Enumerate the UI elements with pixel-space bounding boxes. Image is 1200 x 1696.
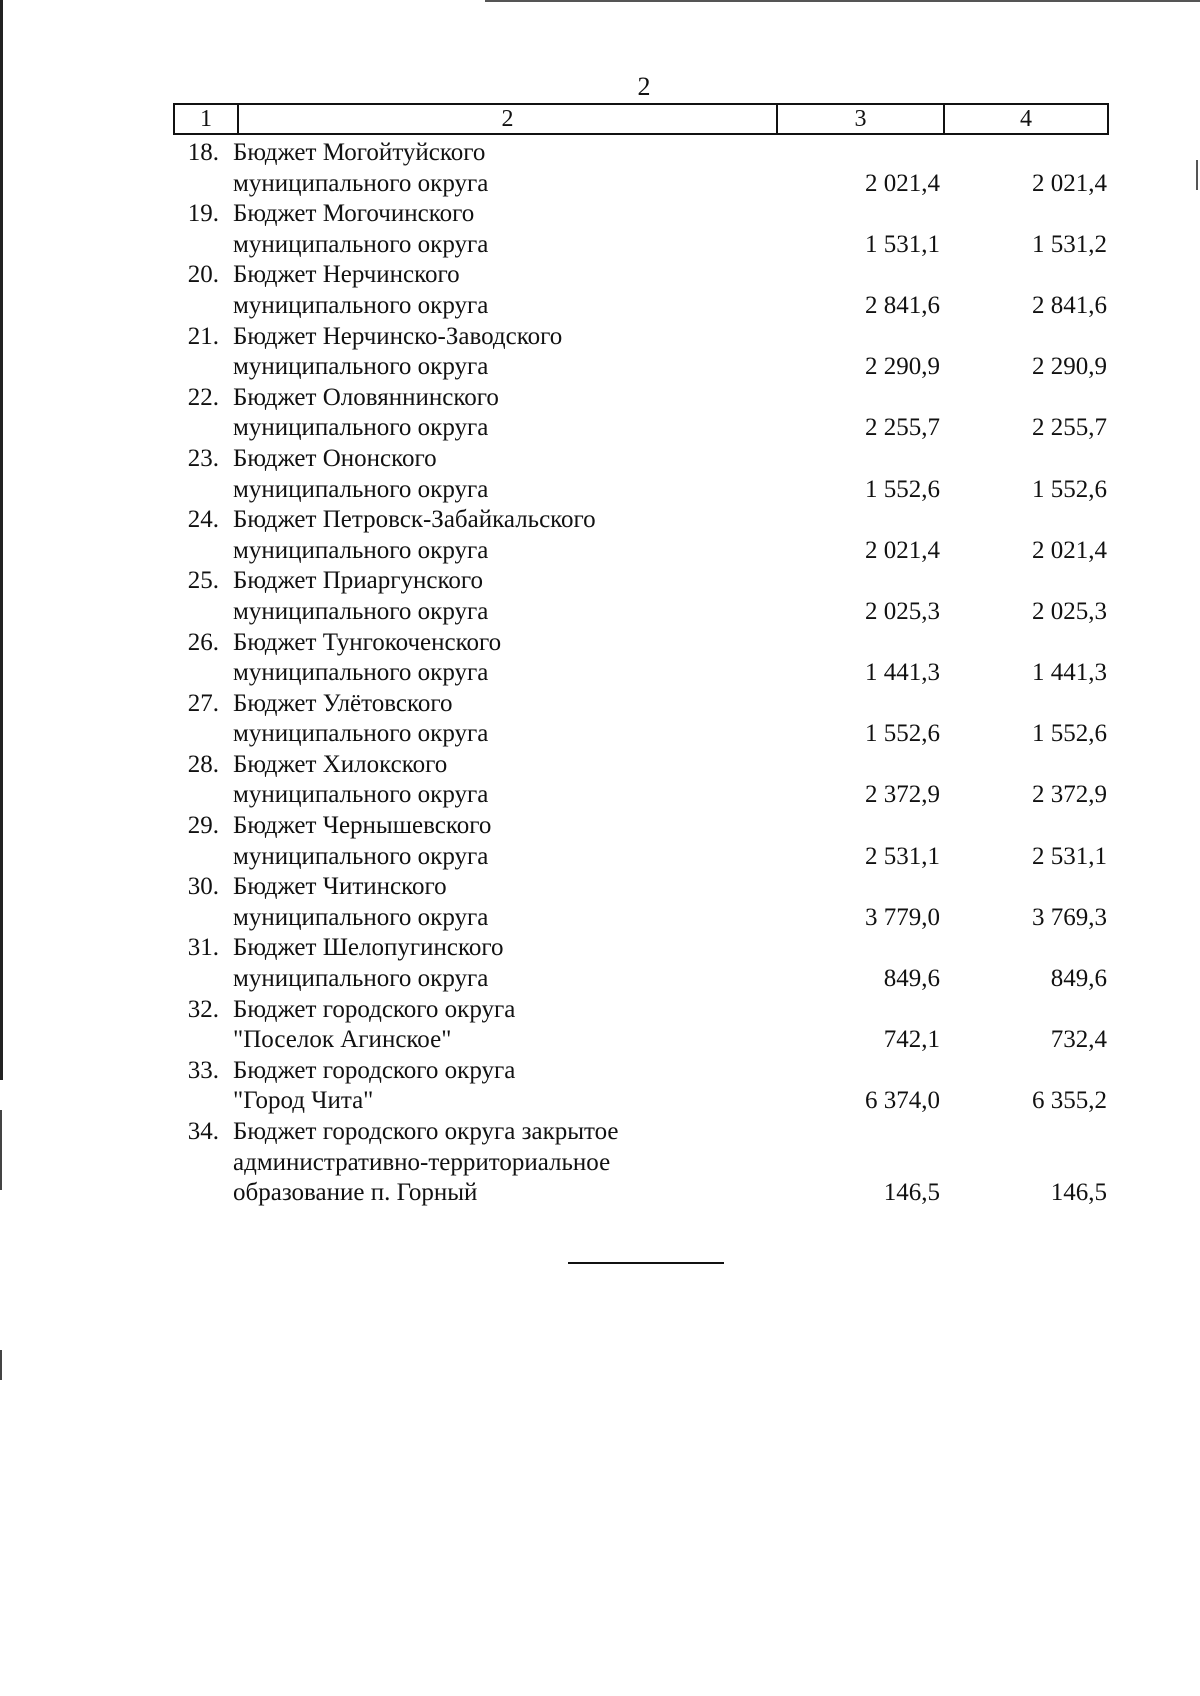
row-name bbox=[225, 750, 770, 811]
row-value-col3: 2 841,6 bbox=[865, 291, 940, 319]
scan-artifact-line bbox=[485, 0, 1200, 2]
row-name-line: Бюджет Читинского bbox=[233, 873, 447, 901]
row-value-col3: 1 552,6 bbox=[865, 475, 940, 503]
row-name-line: муниципального округа bbox=[233, 291, 489, 319]
end-rule bbox=[568, 1262, 724, 1264]
row-name-line: муниципального округа bbox=[233, 414, 489, 442]
table-row bbox=[173, 750, 1109, 811]
table-row bbox=[173, 628, 1109, 689]
row-name-line: муниципального округа bbox=[233, 659, 489, 687]
table-row bbox=[173, 505, 1109, 566]
scan-edge-left-3 bbox=[0, 1350, 2, 1380]
row-number: 19. bbox=[187, 200, 219, 228]
row-number: 25. bbox=[187, 567, 219, 595]
row-name-line: муниципального округа bbox=[233, 353, 489, 381]
row-name bbox=[225, 566, 770, 627]
row-name-line: муниципального округа bbox=[233, 169, 489, 197]
table-body bbox=[173, 138, 1109, 1209]
table-row bbox=[173, 322, 1109, 383]
row-value-col3: 146,5 bbox=[883, 1179, 940, 1207]
row-name bbox=[225, 444, 770, 505]
row-number: 32. bbox=[187, 995, 219, 1023]
row-value-col4: 146,5 bbox=[1050, 1179, 1107, 1207]
table-row bbox=[173, 138, 1109, 199]
row-name bbox=[225, 138, 770, 199]
row-name-line: Бюджет Оловяннинского bbox=[233, 383, 499, 411]
row-number: 28. bbox=[187, 750, 219, 778]
row-name-line: "Город Чита" bbox=[233, 1087, 374, 1115]
row-value-col3: 2 021,4 bbox=[865, 536, 940, 564]
row-value-col4: 2 372,9 bbox=[1032, 781, 1107, 809]
table-row bbox=[173, 995, 1109, 1056]
row-name bbox=[225, 689, 770, 750]
table-row bbox=[173, 566, 1109, 627]
table-row bbox=[173, 933, 1109, 994]
row-name-line: муниципального округа bbox=[233, 720, 489, 748]
row-name bbox=[225, 1056, 770, 1117]
row-value-col3: 2 290,9 bbox=[865, 353, 940, 381]
row-name bbox=[225, 1117, 770, 1209]
scan-edge-right bbox=[1196, 160, 1198, 190]
row-name bbox=[225, 995, 770, 1056]
table-row bbox=[173, 444, 1109, 505]
row-name bbox=[225, 872, 770, 933]
header-col-2: 2 bbox=[239, 105, 778, 133]
row-value-col4: 2 531,1 bbox=[1032, 842, 1107, 870]
row-number: 31. bbox=[187, 934, 219, 962]
row-name-line: Бюджет Приаргунского bbox=[233, 567, 483, 595]
row-number: 30. bbox=[187, 873, 219, 901]
header-col-4: 4 bbox=[1020, 106, 1032, 132]
row-number: 27. bbox=[187, 689, 219, 717]
table-row bbox=[173, 1117, 1109, 1209]
row-name bbox=[225, 322, 770, 383]
row-value-col4: 732,4 bbox=[1050, 1026, 1107, 1054]
row-value-col4: 1 531,2 bbox=[1032, 230, 1107, 258]
row-value-col4: 2 841,6 bbox=[1032, 291, 1107, 319]
row-name bbox=[225, 260, 770, 321]
row-name-line: муниципального округа bbox=[233, 475, 489, 503]
row-value-col4: 2 025,3 bbox=[1032, 597, 1107, 625]
row-name-line: Бюджет Чернышевского bbox=[233, 812, 492, 840]
row-name-line: Бюджет Ононского bbox=[233, 444, 437, 472]
row-name-line: "Поселок Агинское" bbox=[233, 1026, 452, 1054]
row-name-line: административно-территориальное bbox=[233, 1148, 611, 1176]
row-value-col3: 2 372,9 bbox=[865, 781, 940, 809]
row-name bbox=[225, 933, 770, 994]
row-name-line: Бюджет Петровск-Забайкальского bbox=[233, 506, 596, 534]
row-value-col4: 1 552,6 bbox=[1032, 475, 1107, 503]
row-value-col3: 1 531,1 bbox=[865, 230, 940, 258]
row-name-line: образование п. Горный bbox=[233, 1179, 478, 1207]
row-name-line: муниципального округа bbox=[233, 903, 489, 931]
row-name-line: муниципального округа bbox=[233, 781, 489, 809]
row-name-line: муниципального округа bbox=[233, 536, 489, 564]
row-value-col4: 1 552,6 bbox=[1032, 720, 1107, 748]
row-number: 34. bbox=[187, 1118, 219, 1145]
row-value-col3: 2 255,7 bbox=[865, 414, 940, 442]
scan-edge-left-2 bbox=[0, 1110, 2, 1190]
page-number: 2 bbox=[637, 72, 651, 101]
row-name-line: Бюджет Могочинского bbox=[233, 200, 475, 228]
row-name bbox=[225, 811, 770, 872]
row-name-line: Бюджет Шелопугинского bbox=[233, 934, 504, 962]
row-number: 26. bbox=[187, 628, 219, 656]
row-value-col4: 2 021,4 bbox=[1032, 536, 1107, 564]
row-name-line: Бюджет Тунгокоченского bbox=[233, 628, 502, 656]
scan-edge-left bbox=[0, 0, 3, 1080]
row-number: 21. bbox=[187, 322, 219, 350]
row-value-col3: 849,6 bbox=[883, 965, 940, 993]
row-value-col3: 3 779,0 bbox=[865, 903, 940, 931]
row-name-line: муниципального округа bbox=[233, 230, 489, 258]
row-name-line: Бюджет городского округа bbox=[233, 1056, 516, 1084]
row-name-line: Бюджет Нерчинского bbox=[233, 261, 460, 289]
row-value-col3: 6 374,0 bbox=[865, 1087, 940, 1115]
header-col-1: 1 bbox=[175, 105, 239, 133]
row-name-line: муниципального округа bbox=[233, 965, 489, 993]
table-header bbox=[173, 103, 1109, 135]
table-row bbox=[173, 811, 1109, 872]
table-row bbox=[173, 872, 1109, 933]
row-name-line: Бюджет городского округа закрытое bbox=[233, 1118, 619, 1145]
row-name bbox=[225, 383, 770, 444]
row-number: 20. bbox=[187, 261, 219, 289]
row-value-col3: 1 552,6 bbox=[865, 720, 940, 748]
row-value-col3: 1 441,3 bbox=[865, 659, 940, 687]
row-name bbox=[225, 628, 770, 689]
row-number: 29. bbox=[187, 812, 219, 840]
row-number: 33. bbox=[187, 1056, 219, 1084]
row-name-line: Бюджет Улётовского bbox=[233, 689, 453, 717]
row-name-line: Бюджет Могойтуйского bbox=[233, 139, 486, 166]
row-name bbox=[225, 199, 770, 260]
table-row bbox=[173, 383, 1109, 444]
table-row bbox=[173, 1056, 1109, 1117]
row-name bbox=[225, 505, 770, 566]
row-name-line: муниципального округа bbox=[233, 597, 489, 625]
row-value-col4: 3 769,3 bbox=[1032, 903, 1107, 931]
row-value-col3: 2 025,3 bbox=[865, 597, 940, 625]
row-value-col4: 849,6 bbox=[1050, 965, 1107, 993]
table-row bbox=[173, 689, 1109, 750]
row-value-col4: 2 021,4 bbox=[1032, 169, 1107, 197]
row-number: 24. bbox=[187, 506, 219, 534]
table-row bbox=[173, 199, 1109, 260]
row-value-col4: 1 441,3 bbox=[1032, 659, 1107, 687]
row-name-line: Бюджет Хилокского bbox=[233, 750, 448, 778]
row-value-col3: 2 021,4 bbox=[865, 169, 940, 197]
row-value-col4: 2 290,9 bbox=[1032, 353, 1107, 381]
row-value-col3: 742,1 bbox=[883, 1026, 940, 1054]
row-name-line: муниципального округа bbox=[233, 842, 489, 870]
header-col-3: 3 bbox=[778, 105, 945, 133]
row-number: 18. bbox=[187, 139, 219, 166]
table-row bbox=[173, 260, 1109, 321]
row-value-col4: 6 355,2 bbox=[1032, 1087, 1107, 1115]
row-value-col3: 2 531,1 bbox=[865, 842, 940, 870]
row-number: 22. bbox=[187, 383, 219, 411]
row-number: 23. bbox=[187, 444, 219, 472]
row-value-col4: 2 255,7 bbox=[1032, 414, 1107, 442]
row-name-line: Бюджет Нерчинско-Заводского bbox=[233, 322, 563, 350]
row-name-line: Бюджет городского округа bbox=[233, 995, 516, 1023]
